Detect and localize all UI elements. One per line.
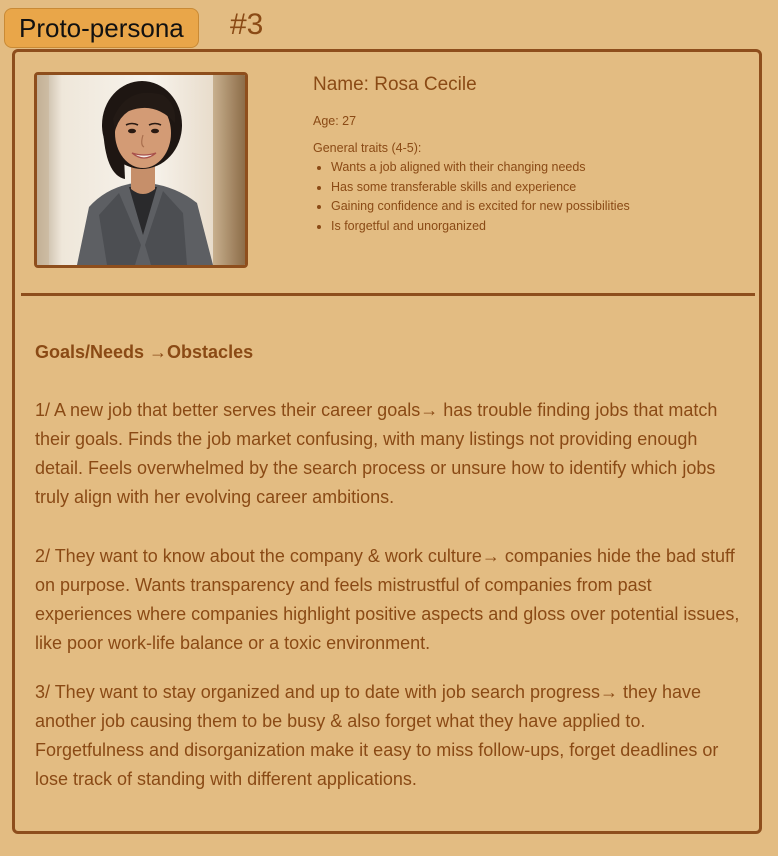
persona-name: Name: Rosa Cecile	[313, 74, 477, 95]
trait-item: • Has some transferable skills and experience	[331, 178, 743, 198]
trait-item: • Is forgetful and unorganized	[331, 217, 743, 237]
persona-age: Age: 27	[313, 114, 357, 128]
traits-label: General traits (4-5):	[313, 141, 422, 155]
persona-title: Proto-persona	[19, 12, 184, 43]
trait-item: • Wants a job aligned with their changing needs	[331, 158, 743, 178]
persona-photo	[34, 72, 248, 268]
portrait-image	[37, 75, 245, 265]
persona-card	[12, 49, 762, 834]
goal-item-1: 1/ A new job that better serves their career goals→ has trouble finding jobs that match their goals. Finds the job market confusing, with many listings not providing enough detail. Feels overwhelmed by the search process or unsure how to identify which jobs truly align with her evolving career ambitions.	[35, 400, 718, 507]
trait-item: • Gaining confidence and is excited for new possibilities	[331, 197, 743, 217]
persona-title-tag	[4, 8, 199, 48]
section-divider	[21, 293, 755, 296]
traits-list	[313, 158, 743, 236]
goals-heading: Goals/Needs →Obstacles	[35, 342, 254, 362]
goal-item-2: 2/ They want to know about the company & work culture→ companies hide the bad stuff on purpose. Wants transparency and feels mistrustful of companies from past experiences where companies highlight positive aspects and gloss over potential issues, like poor work-life balance or a toxic environment.	[35, 546, 740, 653]
goal-item-3: 3/ They want to stay organized and up to date with job search progress→ they have another job causing them to be busy & also forget what they have applied to. Forgetfulness and disorganization make it easy to miss follow-ups, forget deadlines or lose track of standing with different applications.	[35, 682, 719, 789]
persona-info	[313, 74, 743, 236]
persona-number: #3	[230, 8, 264, 41]
